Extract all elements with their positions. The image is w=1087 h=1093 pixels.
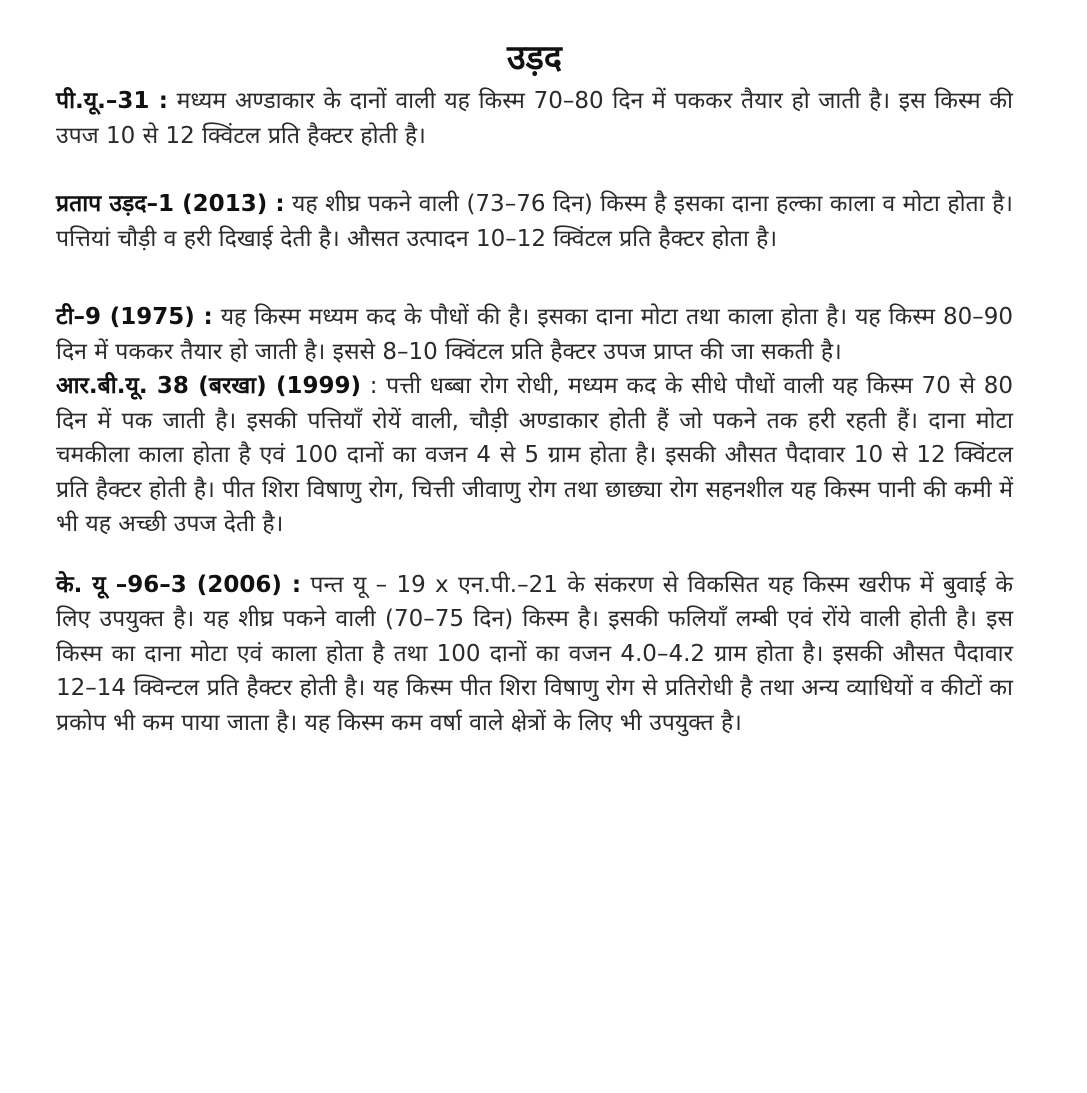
variety-entry-t-9: [56, 300, 1013, 369]
variety-name: पी.यू.–31 :: [56, 88, 168, 114]
variety-name: टी–9 (1975) :: [56, 304, 213, 330]
variety-name: प्रताप उड़द–1 (2013) :: [56, 191, 285, 217]
variety-entry-pratap-urad-1: [56, 187, 1013, 256]
page-title: उड़द: [507, 38, 562, 78]
variety-entry-ku-96-3: [56, 568, 1013, 741]
variety-name: के. यू –96–3 (2006) :: [56, 571, 302, 598]
variety-name: आर.बी.यू. 38 (बरखा) (1999): [56, 373, 362, 399]
variety-description: यह शीघ्र पकने वाली (73–76 दिन) किस्म है इसका दाना हल्का काला व मोटा होता है। पत्तियां चौड़ी व हरी दिखाई देती है। औसत उत्पादन 10–12 क्विंटल प्रति हैक्टर होता है।: [56, 191, 1013, 252]
variety-entry-pu-31: [56, 84, 1013, 153]
variety-description: यह किस्म मध्यम कद के पौधों की है। इसका दाना मोटा तथा काला होता है। यह किस्म 80–90 दिन में पककर तैयार हो जाती है। इससे 8–10 क्विंटल प्रति हैक्टर उपज प्राप्त की जा सकती है।: [56, 304, 1014, 365]
variety-description: पन्त यू – 19 x एन.पी.–21 के संकरण से विकसित यह किस्म खरीफ में बुवाई के लिए उपयुक्त है। यह शीघ्र पकने वाली (70–75 दिन) किस्म है। इसकी फलियाँ लम्बी एवं रोंये वाली होती है। इस किस्म का दाना मोटा एवं काला होता है तथा 100 दानों का वजन 4.0–4.2 ग्राम होता है। इसकी औसत पैदावार 12–14 क्विन्टल प्रति हैक्टर होती है। यह किस्म पीत शिरा विषाणु रोग से प्रतिरोधी है तथा अन्य व्याधियों व कीटों का प्रकोप भी कम पाया जाता है। यह किस्म कम वर्षा वाले क्षेत्रों के लिए भी उपयुक्त है।: [56, 571, 1013, 736]
variety-description: मध्यम अण्डाकार के दानों वाली यह किस्म 70–80 दिन में पककर तैयार हो जाती है। इस किस्म की उपज 10 से 12 क्विंटल प्रति हैक्टर होती है।: [56, 88, 1013, 149]
variety-entry-rbu-38: [56, 369, 1013, 542]
variety-description: : पत्ती धब्बा रोग रोधी, मध्यम कद के सीधे पौधों वाली यह किस्म 70 से 80 दिन में पक जाती है। इसकी पत्तियाँ रोयें वाली, चौड़ी अण्डाकार होती हैं जो पकने तक हरी रहती हैं। दाना मोटा चमकीला काला होता है एवं 100 दानों का वजन 4 से 5 ग्राम होता है। इसकी औसत पैदावार 10 से 12 क्विंटल प्रति हैक्टर होती है। पीत शिरा विषाणु रोग, चित्ती जीवाणु रोग तथा छाछ्या रोग सहनशील यह किस्म पानी की कमी में भी यह अच्छी उपज देती है।: [56, 373, 1013, 537]
